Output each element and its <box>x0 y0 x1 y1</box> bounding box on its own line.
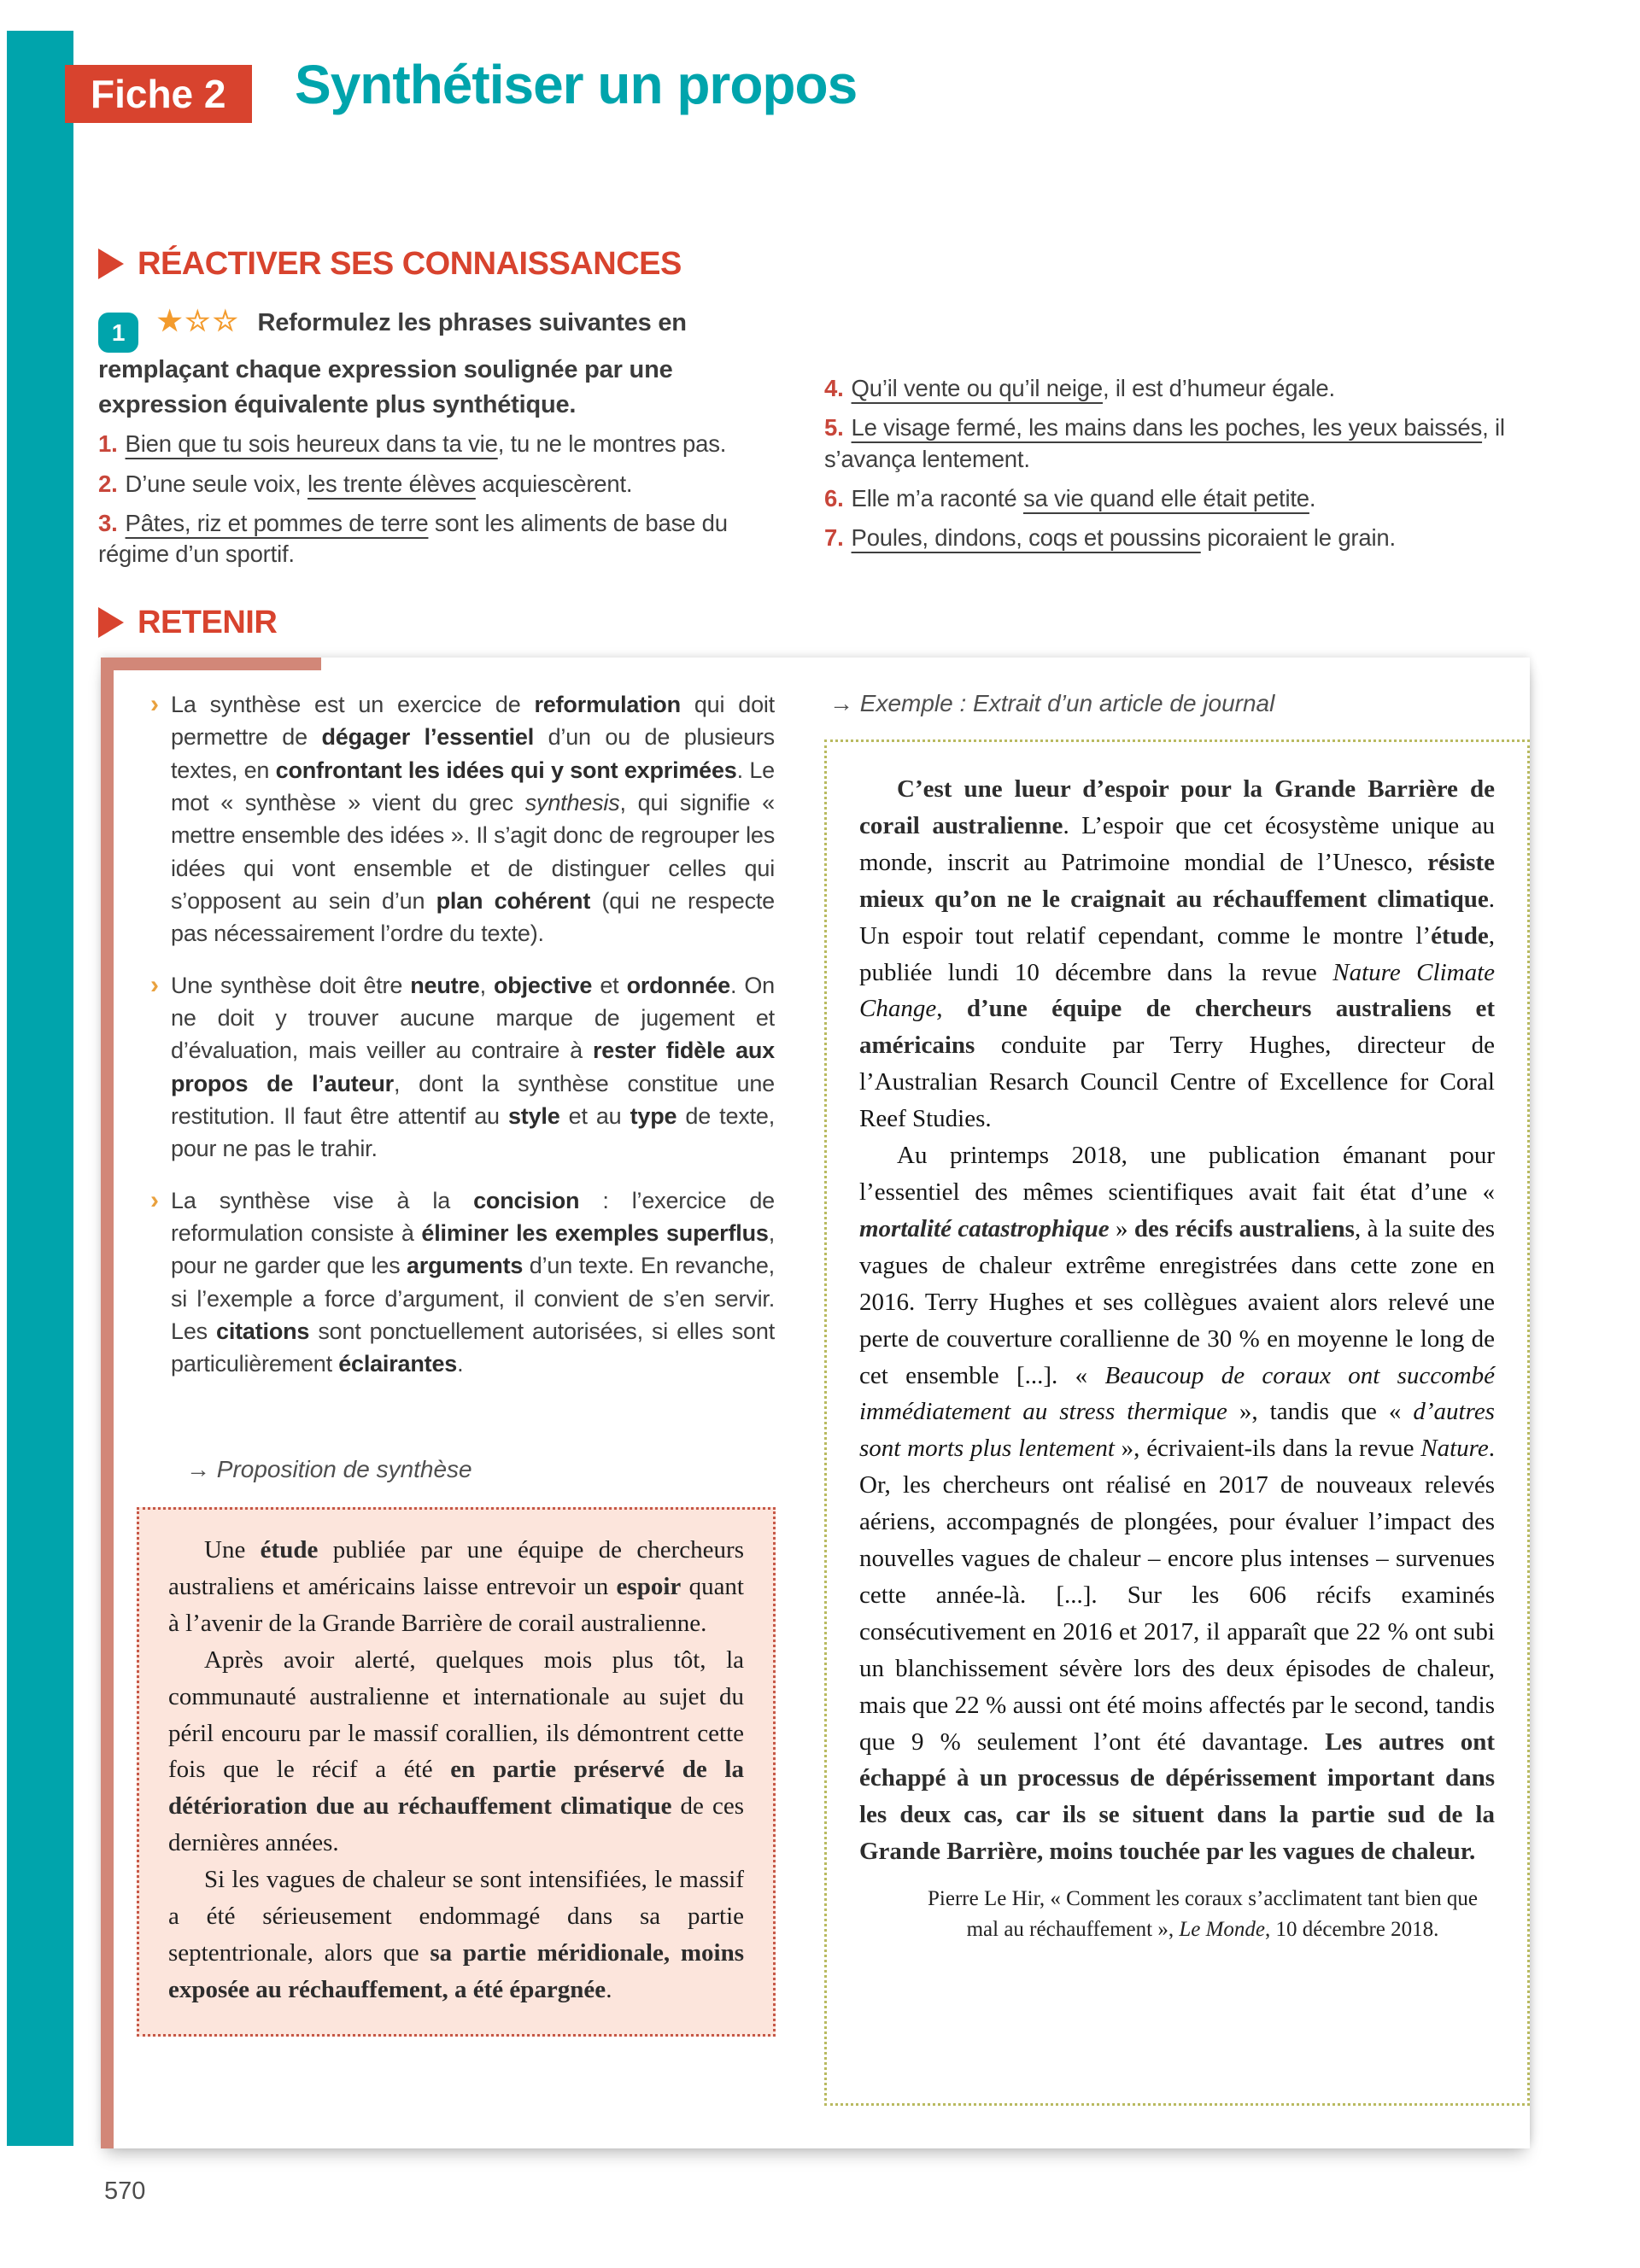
retenir-bullet-text: La synthèse est un exercice de reformulation qui doit permettre de dégager l’essentiel d’un ou de plusieurs textes, en confrontant les idées qui y sont exprimées. Le mot « synthèse » vient du grec synthesis, qui signifie « mettre ensemble des idées ». Il s’agit donc de regrouper les idées qui vont ensemble et de distinguer celles qui s’opposent au sein d’un plan cohérent (qui ne respecte pas nécessairement l’ordre du texte). <box>171 692 775 947</box>
exercise-item: 6. Elle m’a raconté sa vie quand elle était petite. <box>824 484 1316 511</box>
retenir-bullet <box>150 1184 775 1381</box>
exercise-number-badge: 1 <box>98 313 138 353</box>
article-citation: Pierre Le Hir, « Comment les coraux s’acclimatent tant bien que mal au réchauffement », Le Monde, 10 décembre 2018. <box>928 1887 1478 1942</box>
star-filled-icon: ★ <box>156 305 185 336</box>
example-label: → Exemple : Extrait d’un article de journal <box>829 690 1275 716</box>
exercise-items-right <box>824 373 1530 553</box>
section-header <box>98 243 1530 284</box>
page-number: 570 <box>104 2177 146 2205</box>
section-heading: RÉACTIVER SES CONNAISSANCES <box>138 245 682 282</box>
star-empty-icon: ☆ <box>213 305 241 336</box>
item-number: 2. <box>98 470 118 497</box>
retenir-bullet-text: Une synthèse doit être neutre, objective et ordonnée. On ne doit y trouver aucune marque de jugement et d’évaluation, mais veiller au contraire à rester fidèle aux propos de l’auteur, dont la synthèse constitue une restitution. Il faut être attentif au style et au type de texte, pour ne pas le trahir. <box>171 972 776 1162</box>
left-accent-bar <box>7 31 73 2146</box>
exercise-item: 5. Le visage fermé, les mains dans les poches, les yeux baissés, il s’avança lentement. <box>824 414 1505 472</box>
section-triangle-icon <box>98 248 124 279</box>
section-reactiver <box>98 243 1530 578</box>
difficulty-stars <box>157 305 241 336</box>
proposition-label: → Proposition de synthèse <box>186 1456 472 1482</box>
retenir-column-right <box>824 688 1530 2144</box>
chevron-bullet-icon: › <box>150 1185 159 1214</box>
article-paragraph: C’est une lueur d’espoir pour la Grande Barrière de corail australienne. L’espoir que cet écosystème unique au monde, inscrit au Patrimoine mondial de l’Unesco, résiste mieux qu’on ne le craignait au réchauffement climatique. Un espoir tout relatif cependant, comme le montre l’étude, publiée lundi 10 décembre dans la revue Nature Climate Change, d’une équipe de chercheurs australiens et américains conduite par Terry Hughes, directeur de l’Australian Resarch Council Centre of Excellence for Coral Reef Studies. <box>859 775 1496 1133</box>
retenir-box-inner <box>101 658 1530 2144</box>
item-number: 5. <box>824 414 844 441</box>
retenir-column-left <box>150 688 775 2144</box>
page-title: Synthétiser un propos <box>295 54 858 115</box>
exercise-instruction-text: Reformulez les phrases suivantes en remplaçant chaque expression soulignée par une expression équivalente plus synthétique. <box>98 309 687 418</box>
article-paragraphs <box>859 771 1495 1870</box>
synthesis-paragraph: Une étude publiée par une équipe de chercheurs australiens et américains laisse entrevoir un espoir quant à l’avenir de la Grande Barrière de corail australienne. <box>168 1536 744 1637</box>
retenir-bullet <box>150 688 775 950</box>
synthesis-paragraph: Si les vagues de chaleur se sont intensifiées, le massif a été sérieusement endommagé dans sa partie septentrionale, alors que sa partie méridionale, moins exposée au réchauffement, a été épargnée. <box>168 1866 745 2003</box>
star-empty-icon: ☆ <box>184 305 214 336</box>
section-triangle-icon <box>98 607 124 638</box>
article-paragraph: Au printemps 2018, une publication émanant pour l’essentiel des mêmes scientifiques avait fait état d’une « mortalité catastrophique » des récifs australiens, à la suite des vagues de chaleur extrême enregistrées dans cette zone en 2016. Terry Hughes et ses collègues avaient alors relevé une perte de couverture corallienne de 30 % en moyenne le long de cet ensemble [...]. « Beaucoup de coraux ont succombé immédiatement au stress thermique », tandis que « d’autres sont morts plus lentement », écrivaient-ils dans la revue Nature. Or, les chercheurs ont réalisé en 2017 de nouveaux relevés aériens, accompagnés de plongées, pour évaluer l’impact des nouvelles vagues de chaleur – encore plus intenses – survenues cette année-là. [...]. Sur les 606 récifs examinés consécutivement en 2016 et 2017, il apparaît que 22 % ont subi un blanchissement sévère lors des deux épisodes de chaleur, mais que 22 % aussi ont été moins affectés par le second, tandis que 9 % seulement l’ont été davantage. Les autres ont échappé à un processus de dépérissement important dans les deux cas, car ils se situent dans la partie sud de la Grande Barrière, moins touchée par les vagues de chaleur. <box>859 1142 1496 1866</box>
section-retenir <box>98 602 1530 2148</box>
exercise-column-left <box>98 301 782 578</box>
section-header <box>98 602 1530 643</box>
exercise-item: 3. Pâtes, riz et pommes de terre sont les aliments de base du régime d’un sportif. <box>98 509 728 568</box>
retenir-bullet <box>150 969 775 1166</box>
fiche-badge: Fiche 2 <box>65 65 252 123</box>
synthesis-paragraph: Après avoir alerté, quelques mois plus tôt, la communauté australienne et internationale au sujet du péril encouru par le massif corallien, ils démontrent cette fois que le récif a été en partie préservé de la détérioration due au réchauffement climatique de ces dernières années. <box>168 1645 744 1857</box>
proposition-box <box>137 1507 776 2037</box>
exercise-item: 4. Qu’il vente ou qu’il neige, il est d’humeur égale. <box>824 375 1335 401</box>
retenir-bullet-text: La synthèse vise à la concision : l’exercice de reformulation consiste à éliminer les exemples superflus, pour ne garder que les arguments d’un texte. En revanche, si l’exemple a force d’argument, il convient de s’en servir. Les citations sont ponctuellement autorisées, si elles sont particulièrement éclairantes. <box>171 1187 775 1377</box>
article-box <box>824 739 1530 2106</box>
retenir-box <box>101 658 1530 2148</box>
item-number: 3. <box>98 509 118 536</box>
section-heading: RETENIR <box>138 604 278 640</box>
retenir-bullets <box>150 688 775 1381</box>
item-number: 4. <box>824 375 844 401</box>
item-number: 7. <box>824 524 844 552</box>
exercise-item: 2. D’une seule voix, les trente élèves acquiescèrent. <box>98 470 633 497</box>
exercise-block <box>98 301 1530 578</box>
exercise-column-right <box>824 301 1530 578</box>
item-number: 6. <box>824 484 844 511</box>
chevron-bullet-icon: › <box>150 970 159 999</box>
proposition-paragraphs <box>168 1532 744 2008</box>
exercise-items-left <box>98 429 782 570</box>
exercise-instruction <box>98 301 782 422</box>
exercise-item: 7. Poules, dindons, coqs et poussins picoraient le grain. <box>824 524 1396 552</box>
chevron-bullet-icon: › <box>150 690 159 718</box>
item-number: 1. <box>98 430 118 458</box>
exercise-item: 1. Bien que tu sois heureux dans ta vie, tu ne le montres pas. <box>98 430 727 458</box>
